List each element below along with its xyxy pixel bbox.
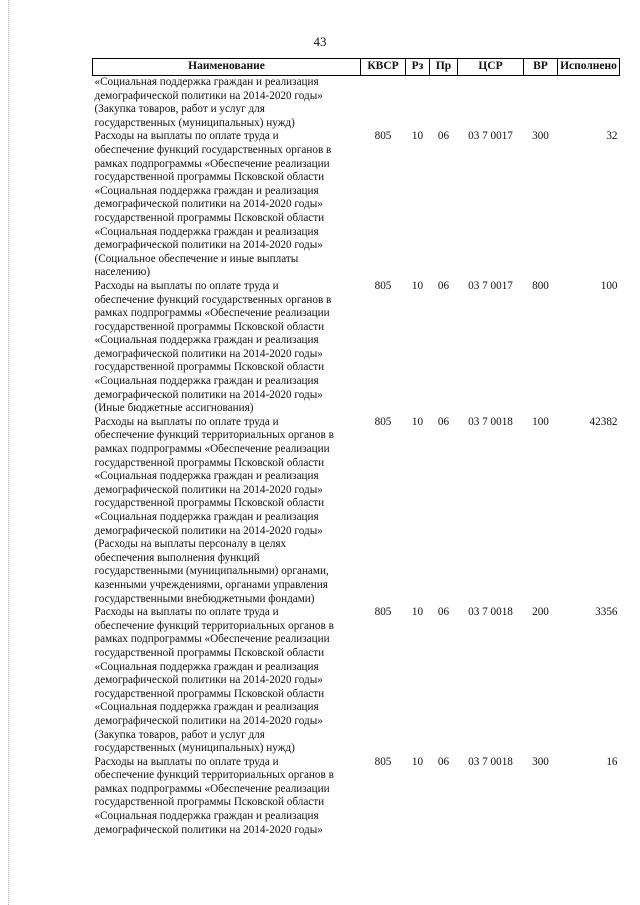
row-name-line: рамках подпрограммы «Обеспечение реализации	[94, 782, 330, 795]
row-name-line: обеспечение функций территориальных органов в	[94, 769, 334, 782]
cell-pr: 06	[437, 606, 450, 619]
row-name-line: рамках подпрограммы «Обеспечение реализации	[94, 443, 330, 456]
row-name-line: (Закупка товаров, работ и услуг для	[94, 728, 265, 741]
row-name-line: «Социальная поддержка граждан и реализация	[94, 470, 319, 483]
row-name-line: рамках подпрограммы «Обеспечение реализации	[94, 157, 330, 170]
table-body	[93, 76, 620, 838]
row-name-line: рамках подпрограммы «Обеспечение реализации	[94, 307, 330, 320]
cell-kvsr	[361, 76, 406, 131]
row-name-line: «Социальная поддержка граждан и реализация	[94, 511, 319, 523]
cell-pr: 06	[437, 415, 450, 428]
row-name-line: Расходы на выплаты по оплате труда и	[94, 130, 279, 143]
budget-table	[92, 58, 620, 837]
table-row	[93, 416, 620, 606]
cell-pr: 06	[437, 279, 450, 292]
row-name	[93, 416, 361, 606]
row-name-line: демографической политики на 2014-2020 годы»	[94, 347, 323, 360]
cell-vr: 800	[532, 279, 549, 292]
cell-vr: 300	[532, 755, 549, 768]
cell-pr: 06	[437, 755, 450, 768]
row-name-line: обеспечение функций государственных органов в	[94, 143, 332, 156]
header-rz: Рз	[406, 59, 430, 76]
page-number: 43	[313, 34, 327, 49]
row-name-line: государственной программы Псковской области	[94, 796, 325, 809]
cell-kvsr: 805	[374, 415, 392, 428]
row-name-line: государственными внебюджетными фондами)	[94, 592, 315, 605]
table-row	[93, 280, 620, 416]
row-name-line: государственных (муниципальных) нужд)	[94, 742, 295, 755]
scan-edge	[8, 0, 9, 905]
cell-executed: 32	[606, 130, 618, 143]
row-name-line: демографической политики на 2014-2020 годы»	[94, 388, 323, 401]
row-name-line: «Социальная поддержка граждан и реализация	[94, 810, 319, 823]
table-row	[93, 756, 620, 838]
row-name-line: Расходы на выплаты по оплате труда и	[94, 415, 279, 428]
row-name-line: «Социальная поддержка граждан и реализация	[94, 225, 319, 238]
cell-vr: 200	[532, 606, 549, 619]
cell-vr: 100	[532, 415, 549, 428]
header-csr: ЦСР	[458, 59, 524, 76]
row-name	[93, 756, 361, 838]
header-pr: Пр	[430, 59, 458, 76]
row-name-line: (Закупка товаров, работ и услуг для	[94, 103, 265, 116]
cell-csr: 03 7 0018	[468, 415, 513, 428]
row-name-line: государственной программы Псковской области	[94, 646, 325, 659]
cell-rz: 10	[411, 606, 424, 619]
row-name-line: (Иные бюджетные ассигнования)	[94, 402, 254, 415]
cell-rz	[406, 76, 430, 131]
row-name-line: казенными учреждениями, органами управления	[94, 578, 328, 591]
row-name-line: Расходы на выплаты по оплате труда и	[94, 606, 279, 619]
cell-executed: 100	[600, 279, 618, 292]
table-row	[93, 606, 620, 756]
row-name-line: Расходы на выплаты по оплате труда и	[94, 755, 279, 768]
cell-executed: 3356	[595, 606, 618, 619]
cell-csr: 03 7 0017	[468, 279, 513, 292]
row-name-line: «Социальная поддержка граждан и реализация	[94, 76, 319, 88]
row-name	[93, 130, 361, 280]
cell-rz: 10	[411, 279, 424, 292]
cell-csr: 03 7 0018	[468, 606, 513, 619]
header-vr: ВР	[524, 59, 558, 76]
row-name-line: демографической политики на 2014-2020 годы»	[94, 198, 323, 211]
cell-pr	[430, 76, 458, 131]
table-row	[93, 130, 620, 280]
cell-csr	[458, 76, 524, 131]
row-name-line: демографической политики на 2014-2020 годы»	[94, 823, 323, 836]
row-name-line: государственной программы Псковской области	[94, 171, 325, 184]
row-name-line: демографической политики на 2014-2020 годы»	[94, 483, 323, 496]
cell-rz: 10	[411, 755, 424, 768]
row-name	[93, 606, 361, 756]
row-name-line: демографической политики на 2014-2020 годы»	[94, 524, 323, 537]
row-name-line: государственной программы Псковской области	[94, 211, 325, 224]
row-name-line: «Социальная поддержка граждан и реализация	[94, 334, 319, 347]
cell-rz: 10	[411, 415, 424, 428]
cell-kvsr: 805	[374, 130, 392, 143]
cell-kvsr: 805	[374, 755, 392, 768]
row-name-line: (Расходы на выплаты персоналу в целях	[94, 538, 287, 551]
row-name-line: обеспечение функций территориальных органов в	[94, 619, 334, 632]
header-kvsr: КВСР	[361, 59, 406, 76]
row-name-line: государственными (муниципальными) органами,	[94, 565, 329, 578]
row-name-line: государственной программы Псковской области	[94, 456, 325, 469]
row-name-line: (Социальное обеспечение и иные выплаты	[94, 252, 299, 265]
cell-pr: 06	[437, 130, 450, 143]
row-name-line: обеспечения выполнения функций	[94, 551, 260, 564]
row-name-line: государственной программы Псковской области	[94, 361, 325, 374]
cell-vr	[524, 76, 558, 131]
cell-rz: 10	[411, 130, 424, 143]
row-name-line: демографической политики на 2014-2020 годы»	[94, 239, 323, 252]
cell-executed	[558, 76, 620, 131]
cell-kvsr: 805	[374, 606, 392, 619]
header-executed: Исполнено	[558, 59, 620, 76]
header-name: Наименование	[93, 59, 361, 76]
cell-executed: 16	[606, 755, 618, 768]
row-name-line: демографической политики на 2014-2020 годы»	[94, 714, 323, 727]
row-name-line: демографической политики на 2014-2020 годы»	[94, 89, 323, 102]
row-name-line: государственных (муниципальных) нужд)	[94, 116, 295, 129]
row-name-line: обеспечение функций государственных органов в	[94, 293, 332, 306]
row-name-line: обеспечение функций территориальных органов в	[94, 429, 334, 442]
row-name-line: рамках подпрограммы «Обеспечение реализации	[94, 633, 330, 646]
row-name-line: «Социальная поддержка граждан и реализация	[94, 660, 319, 673]
row-name-line: демографической политики на 2014-2020 годы»	[94, 674, 323, 687]
cell-csr: 03 7 0018	[468, 755, 513, 768]
row-name-line: «Социальная поддержка граждан и реализация	[94, 375, 319, 388]
cell-kvsr: 805	[374, 279, 392, 292]
row-name-line: «Социальная поддержка граждан и реализация	[94, 184, 319, 197]
cell-executed: 42382	[589, 415, 618, 428]
row-name-line: государственной программы Псковской области	[94, 687, 325, 700]
cell-vr: 300	[532, 130, 549, 143]
row-name-line: Расходы на выплаты по оплате труда и	[94, 279, 279, 292]
table-row	[93, 76, 620, 131]
row-name-line: государственной программы Псковской области	[94, 320, 325, 333]
row-name	[93, 76, 361, 131]
cell-csr: 03 7 0017	[468, 130, 513, 143]
row-name-line: «Социальная поддержка граждан и реализация	[94, 701, 319, 714]
row-name	[93, 280, 361, 416]
row-name-line: населению)	[94, 266, 151, 279]
table-header	[93, 59, 620, 76]
row-name-line: государственной программы Псковской области	[94, 497, 325, 510]
